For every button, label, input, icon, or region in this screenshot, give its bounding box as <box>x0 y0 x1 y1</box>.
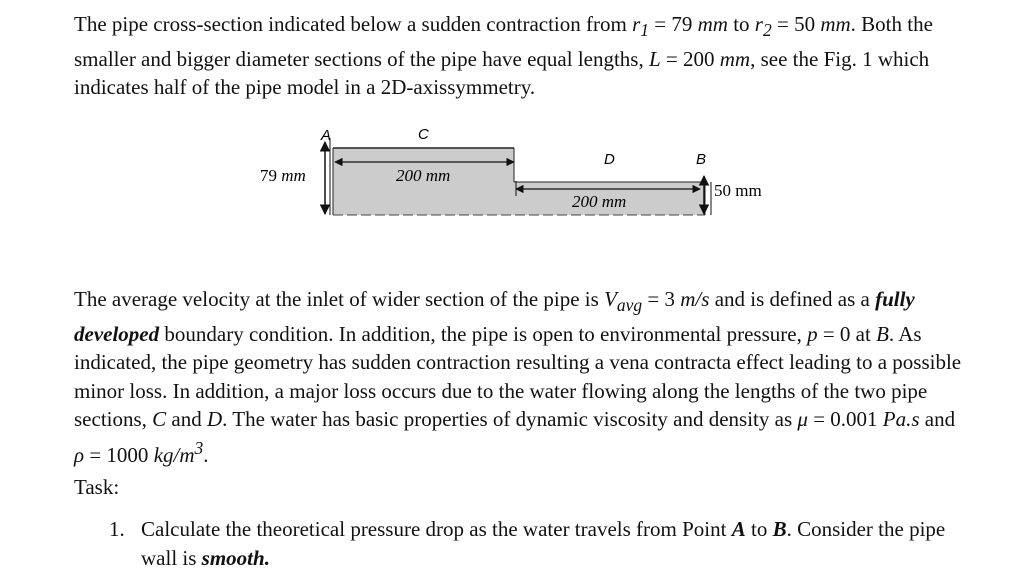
r2-symbol: $r_2$ <box>754 12 772 41</box>
pipe-figure <box>230 118 790 228</box>
problem-paragraph: The average velocity at the inlet of wider section of the pipe is $V_{avg} = 3$ m/s and is defined as a fully developed boundary condition. In addition, the pipe is open to environmental pressure, p = 0 at B. As indicated, the pipe geometry has sudden contraction resulting a vena contracta effect leading to a possible minor loss. In addition, a major loss occurs due to the water flowing along the lengths of the two pipe sections, C and D. The water has basic properties of dynamic viscosity and density as μ = 0.001 Pa.s and ρ = 1000 $kg/m^3$. <box>74 287 962 467</box>
intro-paragraph: The pipe cross-section indicated below a sudden contraction from $r_1 = 79$ mm to $r_2 = 50$ mm. Both the smaller and bigger diameter sections of the pipe have equal lengths, L = 200 mm, see the Fig. 1 which indicates half of the pipe model in a 2D-axissymmetry. <box>74 12 933 100</box>
intro-text: The pipe cross-section indicated below a sudden contraction from <box>74 12 633 36</box>
task-number: 1. <box>109 517 125 541</box>
r1-symbol: $r_1$ <box>632 12 650 41</box>
density-unit: $kg/m^3$ <box>153 437 204 467</box>
dim-right-label: 50 mm <box>714 181 762 200</box>
dim-top-label: 200 mm <box>396 166 451 185</box>
label-D: D <box>604 151 615 168</box>
dim-left-label: 79 mm <box>260 166 306 185</box>
task-item-1 <box>109 515 969 572</box>
label-B: B <box>696 151 707 168</box>
length-symbol: L <box>648 46 661 71</box>
label-A: A <box>321 127 332 144</box>
task-text: Calculate the theoretical pressure drop as the water travels from Point A to B. Consider the pipe wall is smooth. <box>141 517 946 570</box>
label-C: C <box>418 126 429 143</box>
v-avg-symbol: $V_{avg}$ <box>604 287 643 316</box>
fully-developed-emphasis: fully developed <box>74 287 915 346</box>
smooth-emphasis: smooth. <box>201 545 270 570</box>
task-heading: Task: <box>74 475 120 499</box>
dim-bottom-label: 200 mm <box>572 192 627 211</box>
